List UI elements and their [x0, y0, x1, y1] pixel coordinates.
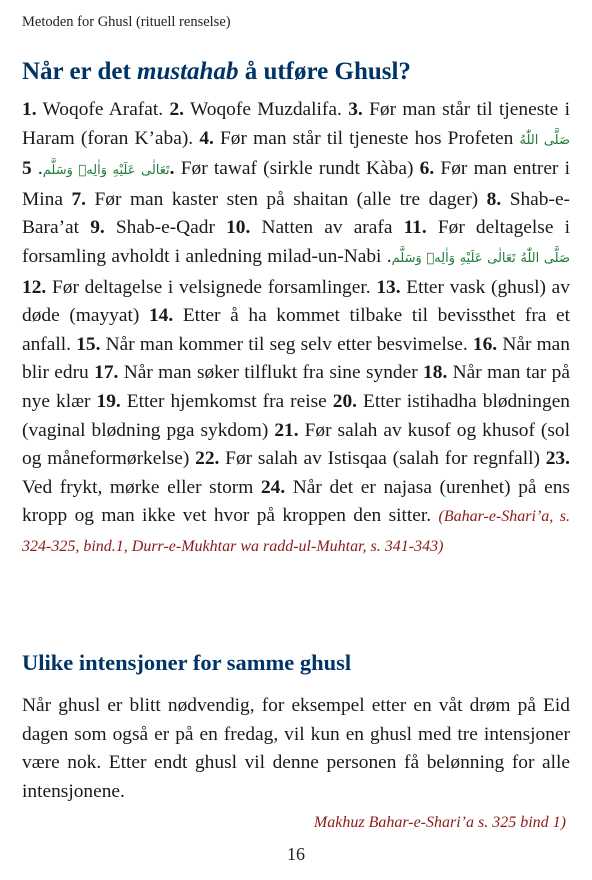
item-number: 17. [94, 362, 119, 384]
item-number: 15. [76, 333, 101, 355]
item-text: Ved frykt, mørke eller storm [22, 476, 261, 498]
item-text: Før man står til tjeneste hos Profeten [213, 127, 520, 149]
item-number: 14. [148, 305, 174, 327]
source-reference: (Bahar-e-Shari’a, s. 324-325, bind.1, Durr-e-Mukhtar wa radd-ul-Muhtar, s. 341-343) [22, 508, 570, 555]
item-text: Før deltagelse i forsamling avholdt i anledning milad-un-Nabi [22, 217, 570, 267]
item-number: 11. [403, 217, 427, 239]
item-number: 4. [199, 127, 214, 149]
item-text: Natten av arafa [250, 217, 404, 239]
occasions-paragraph [22, 96, 570, 562]
item-number: 7. [71, 188, 86, 210]
item-text: Før salah av kusof og khusof (sol og måneformørkelse) [22, 419, 571, 470]
item-text: Når det er najasa (urenhet) på ens kropp og man ikke vet hvor på kroppen den sitter. [22, 476, 570, 527]
item-text: Når man blir edru [22, 333, 570, 384]
item-number: 23. [545, 448, 570, 470]
closing-reference: Makhuz Bahar-e-Shari’a s. 325 bind 1) [313, 814, 566, 831]
item-number: 10. [226, 217, 251, 239]
running-head: Metoden for Ghusl (rituell renselse) [22, 14, 231, 30]
heading-pre: Når er det [22, 58, 138, 85]
subsection-heading: Ulike intensjoner for samme ghusl [22, 650, 352, 675]
item-number: 6. [419, 158, 435, 180]
item-number: 2. [169, 99, 185, 120]
item-text: Woqofe Arafat. [36, 99, 170, 120]
item-text: Før man entrer i Mina [22, 158, 570, 210]
item-text: Før deltagelse i velsignede forsamlinger. [46, 276, 377, 298]
item-number: 24. [260, 476, 286, 498]
item-number: 5. [22, 158, 175, 180]
heading-post: å utføre Ghusl? [238, 58, 411, 85]
item-text: Shab-e-Qadr [104, 217, 227, 239]
item-number: 3. [348, 99, 363, 120]
page-number: 16 [287, 844, 305, 864]
punctuation: . [37, 158, 43, 180]
arabic-salutation: صَلَّى اللّٰهُ تَعَالٰى عَلَيْهِ وَاٰلِهٖ وَسَلَّم [391, 250, 570, 266]
item-text: Etter å ha kommet tilbake til bevissthet fra et anfall. [22, 305, 570, 355]
item-text: Når man tar på nye klær [22, 362, 570, 412]
item-number: 19. [96, 390, 121, 412]
item-number: 16. [472, 333, 498, 355]
item-text: Før salah av Istisqaa (salah for regnfall) [219, 448, 546, 470]
item-text: Etter istihadha blødningen (vaginal blødning pga sykdom) [22, 390, 570, 441]
item-text: Før man står til tjeneste i Haram (foran K’aba). [22, 99, 571, 149]
item-number: 20. [332, 390, 358, 412]
intentions-paragraph: Når ghusl er blitt nødvendig, for eksempel etter en våt drøm på Eid dagen som også er på en fredag, vil kun en ghusl med tre intensjoner være nok. Etter endt ghusl vil denne personen få belønning for alle intensjonene. [22, 695, 570, 802]
item-number: 8. [486, 188, 502, 210]
item-text: Når man søker tilflukt fra sine synder [118, 362, 424, 384]
item-text: Før man kaster sten på shaitan (alle tre dager) [86, 188, 487, 210]
item-number: 12. [22, 276, 47, 298]
item-number: 13. [376, 276, 401, 298]
item-text: Shab-e-Bara’at [22, 188, 571, 239]
item-number: 22. [195, 448, 220, 470]
item-text: Etter vask (ghusl) av døde (mayyat) [22, 276, 570, 327]
item-number: 9. [90, 217, 105, 239]
section-heading [22, 58, 411, 86]
item-number: 21. [274, 419, 299, 441]
item-text: Når man kommer til seg selv etter besvimelse. [100, 333, 473, 355]
heading-emphasis: mustahab [137, 58, 239, 85]
arabic-salutation: صَلَّى اللّٰهُ تَعَالٰى عَلَيْهِ وَاٰلِهٖ وَسَلَّم [42, 132, 571, 179]
item-text: Før tawaf (sirkle rundt Kàba) [174, 158, 420, 180]
item-text: Woqofe Muzdalifa. [184, 99, 349, 120]
punctuation: . [386, 245, 392, 267]
item-number: 1. [22, 99, 37, 120]
item-number: 18. [423, 362, 448, 384]
item-text: Etter hjemkomst fra reise [120, 390, 333, 412]
